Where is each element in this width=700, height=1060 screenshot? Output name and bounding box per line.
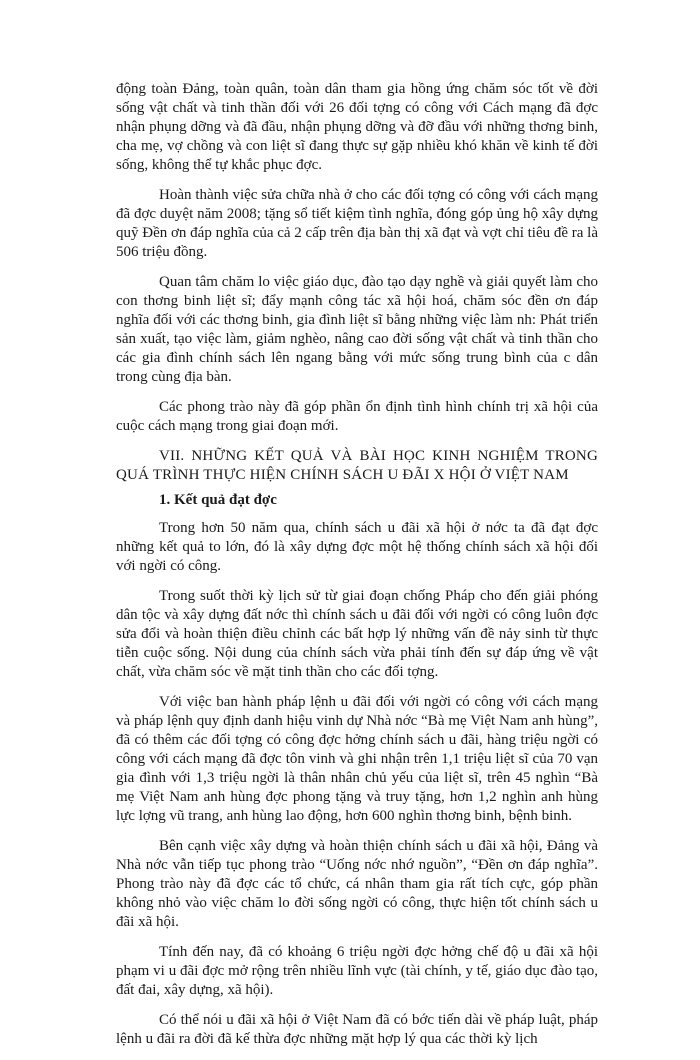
paragraph-ordinance: Với việc ban hành pháp lệnh u đãi đối với ngời có công với cách mạng và pháp lệnh quy định danh hiệu vinh dự Nhà nớc “Bà mẹ Việt Nam anh hùng”, đã có thêm các đối tợng có công đợc hởng chính sách u đãi, hàng triệu ngời có công với cách mạng đã đợc tôn vinh và ghi nhận trên 1,1 triệu liệt sĩ của 70 vạn gia đình với 1,3 triệu ngời là thân nhân chủ yếu của liệt sĩ, trên 45 nghìn “Bà mẹ Việt Nam anh hùng đợc phong tặng và truy tặng, hơn 1,2 nghìn anh hùng lực lợng vũ trang, anh hùng lao động, hơn 600 nghìn thơng binh, bệnh binh. [116,694,598,824]
paragraph-results-intro: Trong hơn 50 năm qua, chính sách u đãi xã hội ở nớc ta đã đạt đợc những kết quả to lớn, đó là xây dựng đợc một hệ thống chính sách xã hội đối với ngời có công. [116,520,598,574]
paragraph-movements: Các phong trào này đã góp phần ổn định tình hình chính trị xã hội của cuộc cách mạng trong giai đoạn mới. [116,399,598,434]
section-heading: VII. NHỮNG KẾT QUẢ VÀ BÀI HỌC KINH NGHIỆM TRONG QUÁ TRÌNH THỰC HIỆN CHÍNH SÁCH U ĐÃI X HỘI Ở VIỆT NAM [116,448,598,483]
paragraph-history: Trong suốt thời kỳ lịch sử từ giai đoạn chống Pháp cho đến giải phóng dân tộc và xây dựng đất nớc thì chính sách u đãi đối với ngời có công luôn đợc sửa đổi và hoàn thiện điều chỉnh các bất hợp lý những vấn đề nảy sinh từ thực tiễn cuộc sống. Nội dung của chính sách vừa phải tính đến sự đáp ứng về vật chất, vừa chăm sóc về mặt tinh thần cho các đối tợng. [116,588,598,680]
subsection-heading: 1. Kết quả đạt đợc [159,492,277,508]
paragraph-continuation: động toàn Đảng, toàn quân, toàn dân tham gia hồng ứng chăm sóc tốt về đời sống vật chất và tinh thần đối với 26 đối tợng có công với Cách mạng đã đợc nhận phụng dỡng và đã đầu, nhận phụng dỡng và đỡ đầu với những thơng binh, cha mẹ, vợ chồng và con liệt sĩ đang thực sự gặp nhiều khó khăn về kinh tế đời sống, không thể tự khắc phục đợc. [116,81,598,173]
paragraph-beneficiaries: Tính đến nay, đã có khoảng 6 triệu ngời đợc hởng chế độ u đãi xã hội phạm vi u đãi đợc mở rộng trên nhiều lĩnh vực (tài chính, y tế, giáo dục đào tạo, đất đai, xây dựng, xã hội). [116,944,598,998]
paragraph-housing: Hoàn thành việc sửa chữa nhà ở cho các đối tợng có công với cách mạng đã đợc duyệt năm 2008; tặng sổ tiết kiệm tình nghĩa, đóng góp ủng hộ xây dựng quỹ Đền ơn đáp nghĩa của cả 2 cấp trên địa bàn thị xã đạt và vợt chỉ tiêu đề ra là 506 triệu đồng. [116,187,598,260]
paragraph-conclusion: Có thể nói u đãi xã hội ở Việt Nam đã có bớc tiến dài về pháp luật, pháp lệnh u đãi ra đời đã kế thừa đợc những mặt hợp lý qua các thời kỳ lịch [116,1012,598,1047]
paragraph-education: Quan tâm chăm lo việc giáo dục, đào tạo dạy nghề và giải quyết làm cho con thơng binh liệt sĩ; đẩy mạnh công tác xã hội hoá, chăm sóc đền ơn đáp nghĩa đối với các thơng binh, gia đình liệt sĩ bằng những việc làm nh: Phát triển sản xuất, tạo việc làm, giảm nghèo, nâng cao đời sống vật chất và tinh thần cho các gia đình chính sách lên ngang bằng với mức sống trung bình của c dân trong cùng địa bàn. [116,274,598,385]
document-page [116,80,598,1060]
paragraph-gratitude-movement: Bên cạnh việc xây dựng và hoàn thiện chính sách u đãi xã hội, Đảng và Nhà nớc vẫn tiếp tục phong trào “Uống nớc nhớ nguồn”, “Đền ơn đáp nghĩa”. Phong trào này đã đợc các tổ chức, cá nhân tham gia rất tích cực, góp phần không nhỏ vào việc chăm lo đời sống ngời có công, thực hiện tốt chính sách u đãi xã hội. [116,838,598,930]
